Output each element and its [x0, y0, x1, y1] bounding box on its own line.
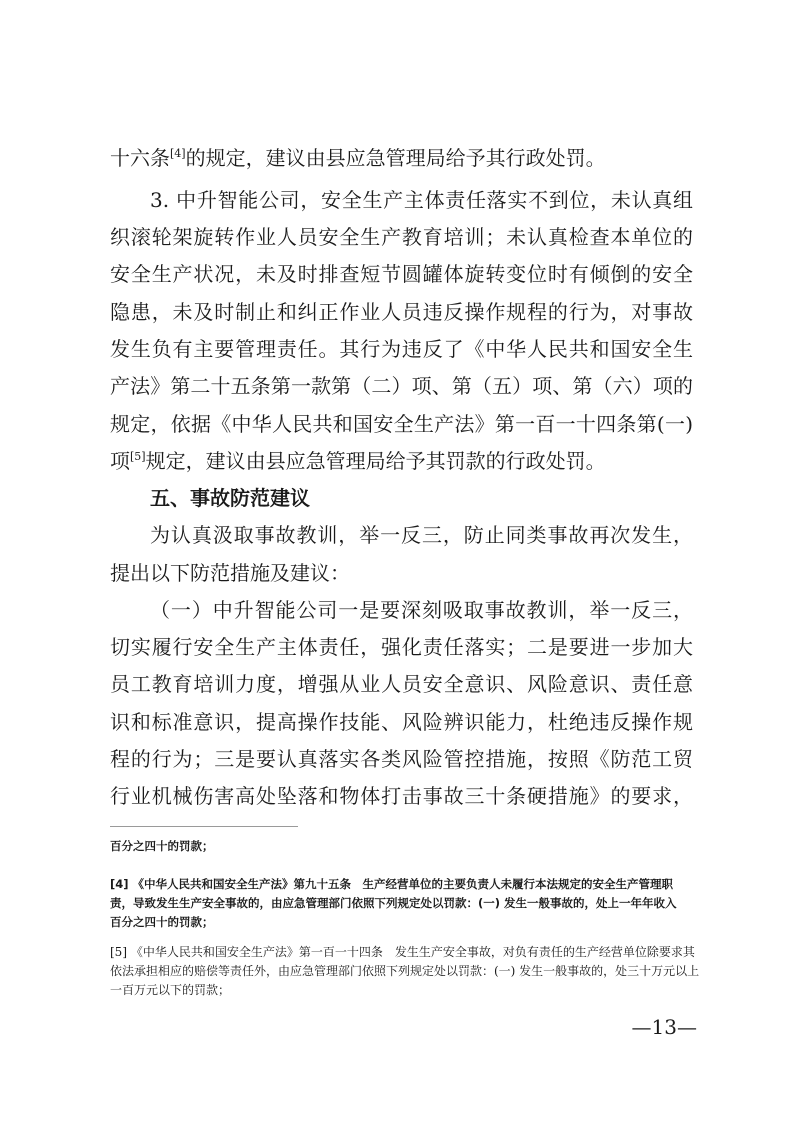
body-line: 产法》第二十五条第一款第（二）项、第（五）项、第（六）项的 — [110, 374, 693, 398]
footnote-5-line: 一百万元以下的罚款； — [110, 983, 231, 997]
body-line: 行业机械伤害高处坠落和物体打击事故三十条硬措施》的要求， — [110, 784, 693, 808]
footnote-divider — [110, 826, 298, 827]
body-line: 3. 中升智能公司，安全生产主体责任落实不到位，未认真组 — [150, 188, 693, 212]
body-line: 识和标准意识，提高操作技能、风险辨识能力，杜绝违反操作规 — [110, 710, 693, 734]
footnote-ref-5[interactable]: [5] — [130, 450, 146, 463]
body-line: 提出以下防范措施及建议： — [110, 561, 350, 585]
body-line: 隐患，未及时制止和纠正作业人员违反操作规程的行为，对事故 — [110, 300, 693, 324]
body-line: 发生负有主要管理责任。其行为违反了《中华人民共和国安全生 — [110, 337, 693, 361]
page-number: —13— — [631, 1015, 697, 1039]
body-line: 切实履行安全生产主体责任，强化责任落实；二是要进一步加大 — [110, 635, 693, 659]
footnote-ref-4[interactable]: [4] — [170, 147, 186, 160]
footnote-5-line: [5] 《中华人民共和国安全生产法》第一百一十四条 发生生产安全事故，对负有责任的生产经营单位除要求其 — [110, 945, 695, 959]
section-heading: 五、事故防范建议 — [150, 486, 310, 510]
body-line: 项[5]规定，建议由县应急管理局给予其罚款的行政处罚。 — [110, 449, 606, 473]
body-line: 程的行为；三是要认真落实各类风险管控措施，按照《防范工贸 — [110, 747, 693, 771]
body-line: 规定，依据《中华人民共和国安全生产法》第一百一十四条第(一) — [110, 412, 693, 436]
footnote-5-line: 依法承担相应的赔偿等责任外，由应急管理部门依照下列规定处以罚款：(一) 发生一般事故的，处三十万元以上 — [110, 964, 700, 978]
footnote-4-line: 百分之四十的罚款； — [110, 915, 214, 929]
body-line: 员工教育培训力度，增强从业人员安全意识、风险意识、责任意 — [110, 672, 693, 696]
body-line: 织滚轮架旋转作业人员安全生产教育培训；未认真检查本单位的 — [110, 225, 693, 249]
body-line: 十六条[4]的规定，建议由县应急管理局给予其行政处罚。 — [110, 146, 606, 170]
footnote-continuation: 百分之四十的罚款； — [110, 839, 214, 853]
body-line: 安全生产状况，未及时排查短节圆罐体旋转变位时有倾倒的安全 — [110, 262, 693, 286]
footnote-4-line: 责，导致发生生产安全事故的，由应急管理部门依照下列规定处以罚款：(一) 发生一般事故的，处上一年年收入 — [110, 896, 677, 910]
body-line: （一）中升智能公司一是要深刻吸取事故教训，举一反三， — [150, 598, 693, 622]
body-line: 为认真汲取事故教训，举一反三，防止同类事故再次发生， — [150, 523, 693, 547]
footnote-4-line: [4] 《中华人民共和国安全生产法》第九十五条 生产经营单位的主要负责人未履行本法规定的安全生产管理职 — [110, 877, 674, 891]
